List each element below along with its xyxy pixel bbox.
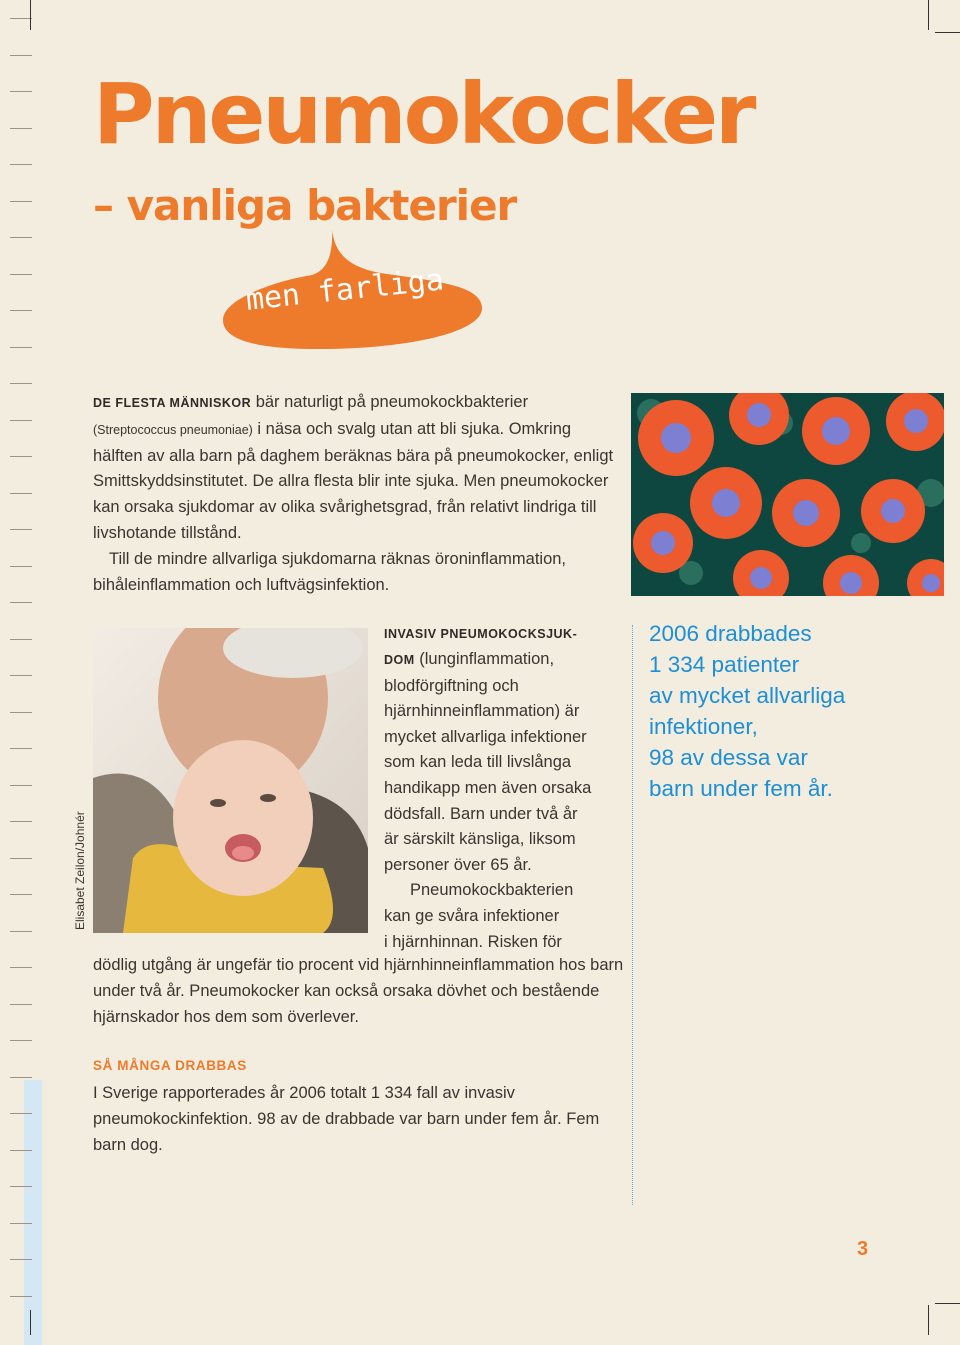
ruler-tick — [10, 748, 32, 749]
crop-mark-top-left — [30, 0, 31, 30]
crop-mark-top-right-h — [935, 32, 960, 33]
intro-paragraph — [93, 390, 623, 598]
crop-mark-bottom-right-h — [935, 1303, 960, 1304]
ruler-tick — [10, 164, 32, 165]
photo-credit: Elisabet Zeilon/Johnér — [73, 811, 87, 930]
page-title: Pneumokocker — [93, 65, 754, 163]
ruler-tick — [10, 858, 32, 859]
invasive-line: hjärnhinneinflammation) är — [384, 702, 580, 721]
margin-ruler — [10, 10, 32, 1330]
ruler-tick — [10, 566, 32, 567]
invasive-heading-caps-2: DOM — [384, 653, 415, 667]
invasive-column — [384, 647, 624, 955]
ruler-tick — [10, 1113, 32, 1114]
ruler-tick — [10, 1004, 32, 1005]
fact-line: 2006 drabbades — [649, 621, 812, 646]
crop-mark-top-right — [928, 0, 929, 30]
section-heading: SÅ MÅNGA DRABBAS — [93, 1058, 247, 1073]
ruler-tick — [10, 274, 32, 275]
intro-text-1: i näsa och svalg utan att bli sjuka. Omkring hälften av alla barn på daghem beräknas bära på pneumokocker, enligt Smittskyddsinstitutet. De allra flesta blir inte sjuka. Men pneumokocker kan orsaka sjukdomar av olika svårighetsgrad, från relativt lindriga till livshotande tillstånd. — [93, 419, 614, 542]
ruler-tick — [10, 1223, 32, 1224]
grandfather-baby-photo — [93, 628, 368, 933]
invasive-line: handikapp men även orsaka — [384, 778, 592, 797]
ruler-tick — [10, 1040, 32, 1041]
ruler-tick — [10, 931, 32, 932]
invasive-line: personer över 65 år. — [384, 855, 532, 874]
invasive-heading-caps-1: INVASIV PNEUMOKOCKSJUK- — [384, 627, 578, 641]
invasive-line: är särskilt känsliga, liksom — [384, 830, 576, 849]
ruler-tick — [10, 1296, 32, 1297]
invasive-line-text: (lunginflammation, — [414, 650, 555, 668]
intro-text-2: Till de mindre allvarliga sjukdomarna räknas öroninflammation, bihåleinflammation och luftvägsinfektion. — [93, 549, 567, 594]
invasive-line — [384, 647, 624, 674]
intro-lead-rest: bär naturligt på pneumokockbakterier — [251, 393, 529, 411]
fact-line: infektioner, — [649, 714, 758, 739]
ruler-tick — [10, 383, 32, 384]
ruler-tick — [10, 1259, 32, 1260]
invasive-line: kan ge svåra infektioner — [384, 906, 560, 925]
ruler-tick — [10, 529, 32, 530]
crop-mark-bottom-right — [928, 1305, 929, 1335]
bacteria-micrograph — [631, 393, 944, 596]
section-body: I Sverige rapporterades år 2006 totalt 1 334 fall av invasiv pneumokockinfektion. 98 av de drabbade var barn under fem år. Fem barn dog. — [93, 1084, 600, 1154]
invasive-line: mycket allvarliga infektioner — [384, 727, 587, 746]
ruler-tick — [10, 1150, 32, 1151]
ruler-tick — [10, 55, 32, 56]
ruler-tick — [10, 310, 32, 311]
ruler-tick — [10, 1186, 32, 1187]
invasive-heading — [384, 621, 624, 648]
ruler-tick — [10, 347, 32, 348]
margin-color-strip — [24, 1080, 42, 1345]
fact-line: barn under fem år. — [649, 776, 833, 801]
ruler-tick — [10, 128, 32, 129]
intro-latin: (Streptococcus pneumoniae) — [93, 422, 253, 437]
ruler-tick — [10, 201, 32, 202]
invasive-line: dödsfall. Barn under två år — [384, 804, 578, 823]
page-subtitle: – vanliga bakterier — [93, 181, 517, 230]
ruler-tick — [10, 1077, 32, 1078]
invasive-tail: dödlig utgång är ungefär tio procent vid hjärnhinneinflammation hos barn under två år. Pneumokocker kan också orsaka dövhet och bestående hjärnskador hos dem som överlever. — [93, 956, 624, 1026]
fact-line: 98 av dessa var — [649, 745, 808, 770]
invasive-line: som kan leda till livslånga — [384, 753, 572, 772]
ruler-tick — [10, 967, 32, 968]
fact-line: 1 334 patienter — [649, 652, 800, 677]
ruler-tick — [10, 18, 32, 19]
fact-line: av mycket allvarliga — [649, 683, 846, 708]
invasive-line: Pneumokockbakterien — [410, 881, 574, 900]
ruler-tick — [10, 420, 32, 421]
crop-mark-bottom-left — [30, 1310, 31, 1335]
fact-box — [649, 618, 939, 804]
ruler-tick — [10, 91, 32, 92]
invasive-line: blodförgiftning och — [384, 676, 519, 695]
ruler-tick — [10, 821, 32, 822]
ruler-tick — [10, 675, 32, 676]
ruler-tick — [10, 894, 32, 895]
ruler-tick — [10, 602, 32, 603]
ruler-tick — [10, 456, 32, 457]
intro-lead-caps: DE FLESTA MÄNNISKOR — [93, 396, 252, 410]
ruler-tick — [10, 493, 32, 494]
bubble-text: men farliga — [244, 262, 446, 318]
ruler-tick — [10, 785, 32, 786]
ruler-tick — [10, 237, 32, 238]
page-number: 3 — [857, 1238, 869, 1260]
ruler-tick — [10, 712, 32, 713]
ruler-tick — [10, 639, 32, 640]
invasive-line: i hjärnhinnan. Risken för — [384, 932, 562, 951]
